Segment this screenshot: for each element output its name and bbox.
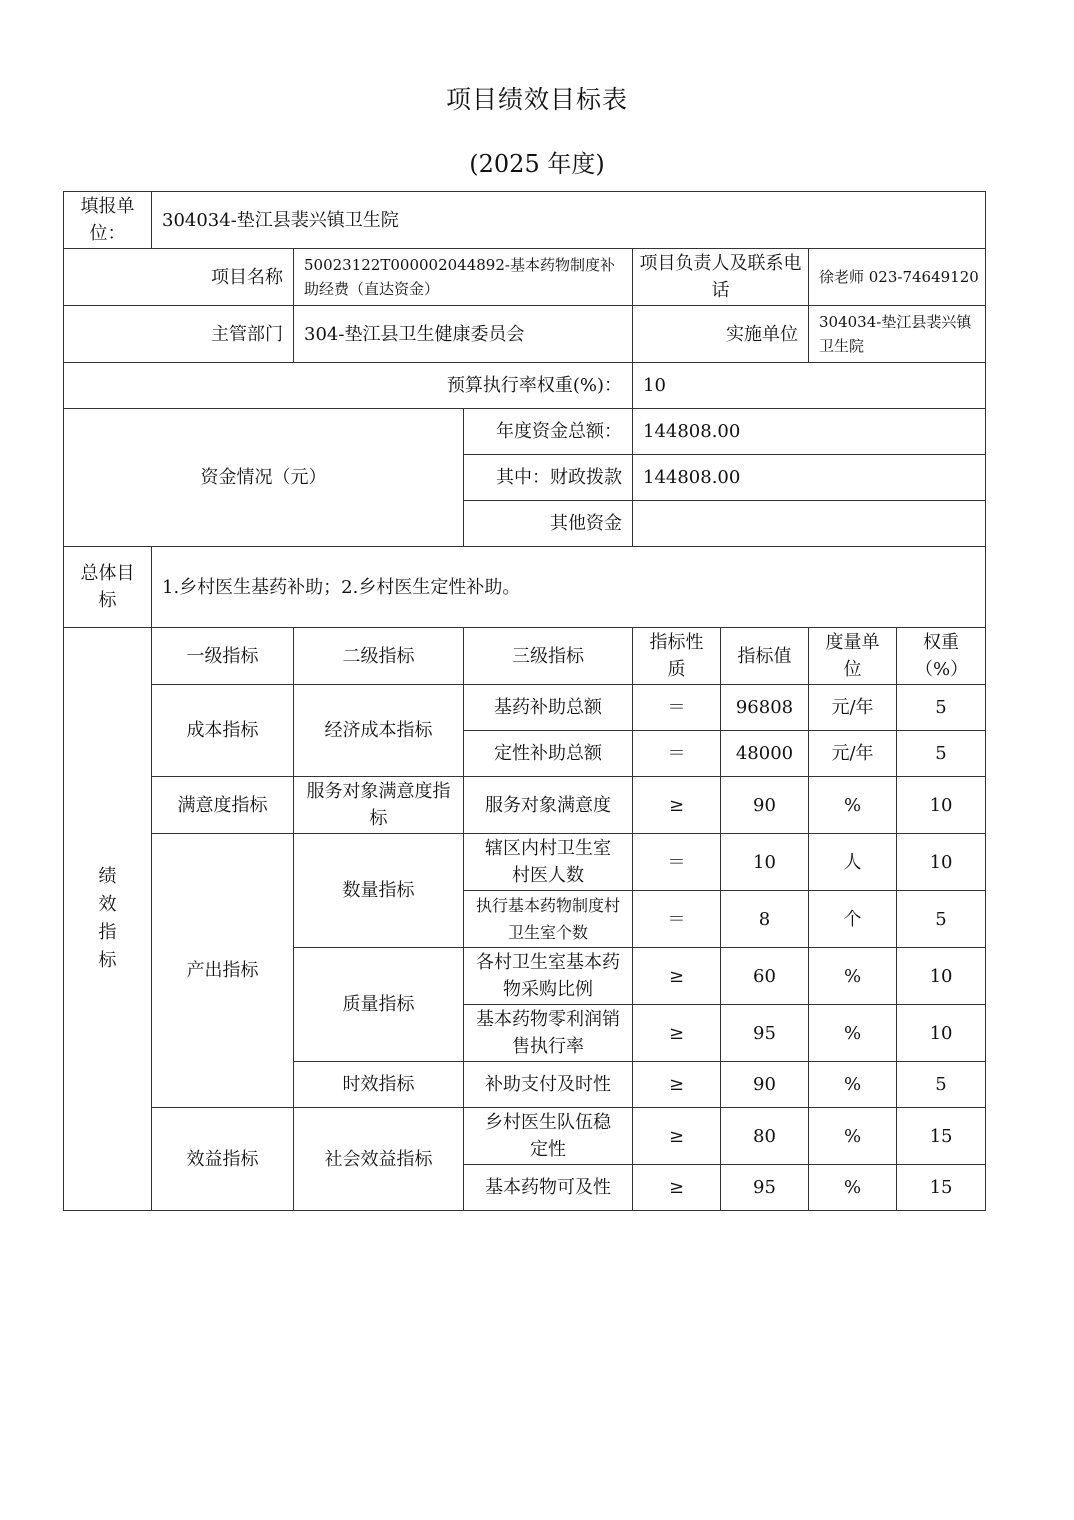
performance-target-table bbox=[63, 191, 986, 1211]
l3-cell: 定性补助总额 bbox=[464, 731, 633, 777]
value-cell: 48000 bbox=[721, 731, 809, 777]
l3-cell: 服务对象满意度 bbox=[464, 777, 633, 834]
value-cell: 95 bbox=[721, 1005, 809, 1062]
budget-weight-label: 预算执行率权重(%)： bbox=[64, 363, 633, 409]
impl-label: 实施单位 bbox=[633, 306, 809, 363]
header-unit: 度量单位 bbox=[809, 628, 897, 685]
l3-cell: 各村卫生室基本药物采购比例 bbox=[464, 948, 633, 1005]
unit-cell: % bbox=[809, 1005, 897, 1062]
contact-label: 项目负责人及联系电话 bbox=[633, 249, 809, 306]
weight-cell: 5 bbox=[897, 731, 986, 777]
unit-cell: 个 bbox=[809, 891, 897, 948]
unit-cell: % bbox=[809, 1108, 897, 1165]
goal-value: 1.乡村医生基药补助；2.乡村医生定性补助。 bbox=[152, 547, 986, 628]
l2-economic-cost: 经济成本指标 bbox=[294, 685, 464, 777]
l1-benefit: 效益指标 bbox=[152, 1108, 294, 1211]
weight-cell: 15 bbox=[897, 1165, 986, 1211]
weight-cell: 5 bbox=[897, 1062, 986, 1108]
value-cell: 90 bbox=[721, 777, 809, 834]
l3-cell: 基药补助总额 bbox=[464, 685, 633, 731]
filler-label: 填报单位： bbox=[64, 192, 152, 249]
form-title: 项目绩效目标表 bbox=[445, 85, 628, 114]
l3-cell: 辖区内村卫生室村医人数 bbox=[464, 834, 633, 891]
l3-cell: 补助支付及时性 bbox=[464, 1062, 633, 1108]
nature-cell: ≥ bbox=[633, 777, 721, 834]
value-cell: 90 bbox=[721, 1062, 809, 1108]
goal-label: 总体目标 bbox=[64, 547, 152, 628]
header-value: 指标值 bbox=[721, 628, 809, 685]
filler-value: 304034-垫江县裴兴镇卫生院 bbox=[152, 192, 986, 249]
funds-total-label: 年度资金总额： bbox=[464, 409, 633, 455]
header-nature: 指标性质 bbox=[633, 628, 721, 685]
nature-cell: ＝ bbox=[633, 891, 721, 948]
weight-cell: 10 bbox=[897, 777, 986, 834]
funds-other-value bbox=[633, 501, 986, 547]
form-year: (2025 年度) bbox=[469, 150, 605, 178]
l3-cell: 执行基本药物制度村卫生室个数 bbox=[464, 891, 633, 948]
unit-cell: 元/年 bbox=[809, 731, 897, 777]
value-cell: 8 bbox=[721, 891, 809, 948]
funds-total-value: 144808.00 bbox=[633, 409, 986, 455]
value-cell: 96808 bbox=[721, 685, 809, 731]
l3-cell: 基本药物零利润销售执行率 bbox=[464, 1005, 633, 1062]
weight-cell: 10 bbox=[897, 834, 986, 891]
header-l1: 一级指标 bbox=[152, 628, 294, 685]
project-name-value: 50023122T000002044892-基本药物制度补助经费（直达资金） bbox=[294, 249, 633, 306]
value-cell: 80 bbox=[721, 1108, 809, 1165]
funds-label: 资金情况（元） bbox=[64, 409, 464, 547]
l1-satisfaction: 满意度指标 bbox=[152, 777, 294, 834]
impl-value: 304034-垫江县裴兴镇卫生院 bbox=[809, 306, 986, 363]
l3-cell: 基本药物可及性 bbox=[464, 1165, 633, 1211]
l1-cost: 成本指标 bbox=[152, 685, 294, 777]
value-cell: 10 bbox=[721, 834, 809, 891]
value-cell: 95 bbox=[721, 1165, 809, 1211]
funds-fiscal-value: 144808.00 bbox=[633, 455, 986, 501]
budget-weight-value: 10 bbox=[633, 363, 986, 409]
nature-cell: ≥ bbox=[633, 1005, 721, 1062]
weight-cell: 5 bbox=[897, 685, 986, 731]
l2-service-satisfaction: 服务对象满意度指标 bbox=[294, 777, 464, 834]
weight-cell: 10 bbox=[897, 948, 986, 1005]
contact-value: 徐老师 023-74649120 bbox=[809, 249, 986, 306]
weight-cell: 10 bbox=[897, 1005, 986, 1062]
value-cell: 60 bbox=[721, 948, 809, 1005]
unit-cell: % bbox=[809, 1165, 897, 1211]
l2-quality: 质量指标 bbox=[294, 948, 464, 1062]
header-weight: 权重（%） bbox=[897, 628, 986, 685]
perf-label: 绩效指标 bbox=[64, 628, 152, 1211]
nature-cell: ≥ bbox=[633, 948, 721, 1005]
l3-cell: 乡村医生队伍稳定性 bbox=[464, 1108, 633, 1165]
header-l3: 三级指标 bbox=[464, 628, 633, 685]
dept-value: 304-垫江县卫生健康委员会 bbox=[294, 306, 633, 363]
l2-social-benefit: 社会效益指标 bbox=[294, 1108, 464, 1211]
nature-cell: ＝ bbox=[633, 685, 721, 731]
l2-quantity: 数量指标 bbox=[294, 834, 464, 948]
unit-cell: 元/年 bbox=[809, 685, 897, 731]
l1-output: 产出指标 bbox=[152, 834, 294, 1108]
nature-cell: ＝ bbox=[633, 834, 721, 891]
project-name-label: 项目名称 bbox=[64, 249, 294, 306]
unit-cell: % bbox=[809, 777, 897, 834]
l2-timeliness: 时效指标 bbox=[294, 1062, 464, 1108]
header-l2: 二级指标 bbox=[294, 628, 464, 685]
funds-fiscal-label: 其中：财政拨款 bbox=[464, 455, 633, 501]
unit-cell: % bbox=[809, 948, 897, 1005]
nature-cell: ≥ bbox=[633, 1062, 721, 1108]
weight-cell: 5 bbox=[897, 891, 986, 948]
nature-cell: ＝ bbox=[633, 731, 721, 777]
weight-cell: 15 bbox=[897, 1108, 986, 1165]
unit-cell: 人 bbox=[809, 834, 897, 891]
dept-label: 主管部门 bbox=[64, 306, 294, 363]
funds-other-label: 其他资金 bbox=[464, 501, 633, 547]
unit-cell: % bbox=[809, 1062, 897, 1108]
nature-cell: ≥ bbox=[633, 1165, 721, 1211]
nature-cell: ≥ bbox=[633, 1108, 721, 1165]
